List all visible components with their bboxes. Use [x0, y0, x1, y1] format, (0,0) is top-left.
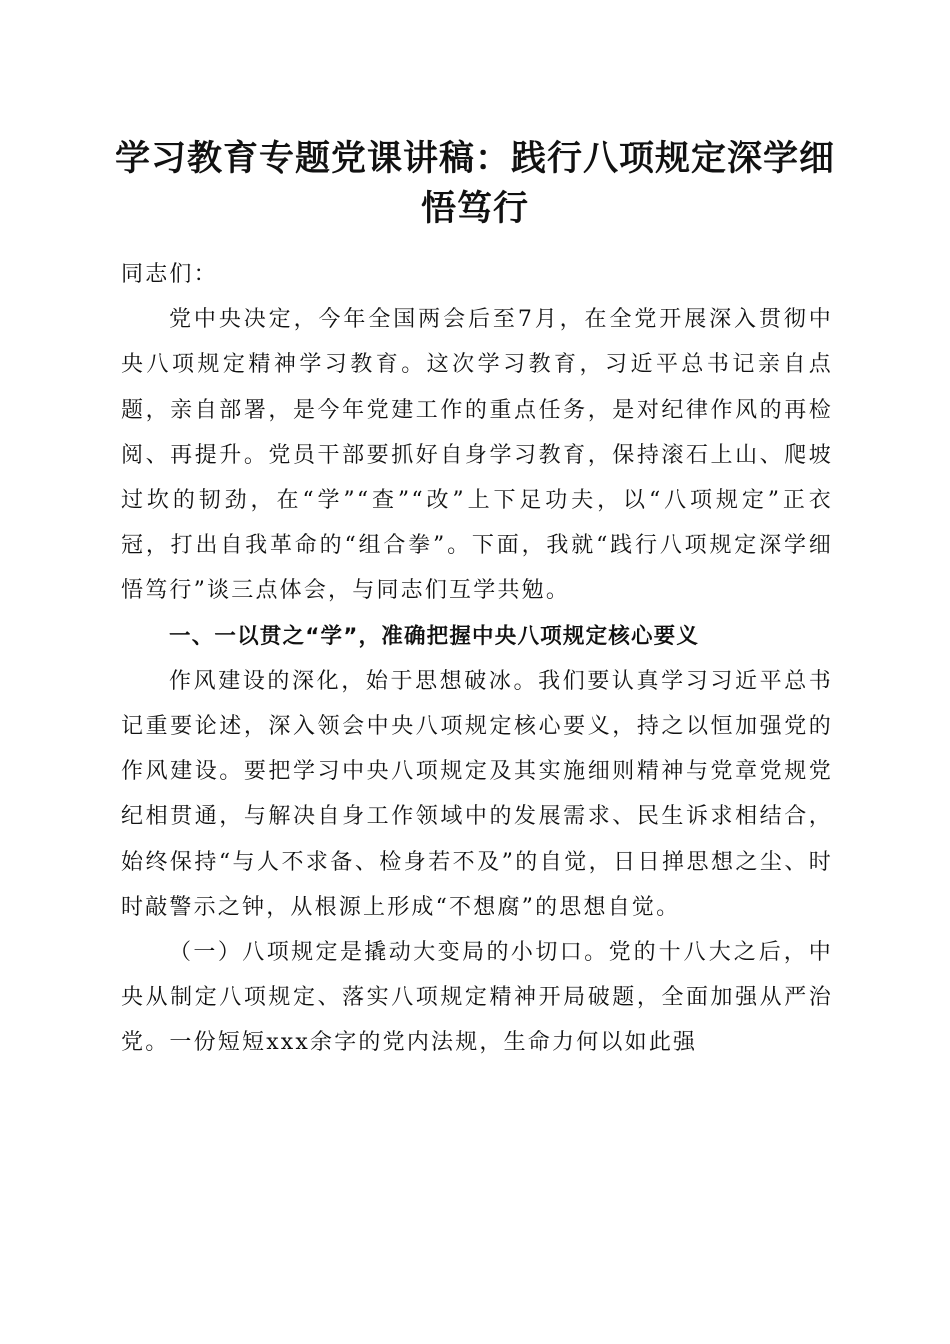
subsection-1-lead: （一）八项规定是撬动大变局的小切口。 — [169, 940, 609, 966]
intro-paragraph: 党中央决定，今年全国两会后至7月，在全党开展深入贯彻中央八项规定精神学习教育。这次学习教育，习近平总书记亲自点题，亲自部署，是今年党建工作的重点任务，是对纪律作风的再检阅、再提升。党员干部要抓好自身学习教育，保持滚石上山、爬坡过坎的韧劲，在“学”“查”“改”上下足功夫，以“八项规定”正衣冠，打出自我革命的“组合拳”。下面，我就“践行八项规定深学细悟笃行”谈三点体会，与同志们互学共勉。 — [121, 307, 833, 604]
document-body — [121, 252, 833, 1066]
subsection-1-paragraph — [121, 930, 833, 1066]
section-1-heading: 一、一以贯之“学”，准确把握中央八项规定核心要义 — [169, 623, 700, 649]
salutation: 同志们： — [121, 262, 218, 287]
section-1-paragraph: 作风建设的深化，始于思想破冰。我们要认真学习习近平总书记重要论述，深入领会中央八项规定核心要义，持之以恒加强党的作风建设。要把学习中央八项规定及其实施细则精神与党章党规党纪相贯通，与解决自身工作领域中的发展需求、民生诉求相结合，始终保持“与人不求备、检身若不及”的自觉，日日掸思想之尘、时时敲警示之钟，从根源上形成“不想腐”的思想自觉。 — [121, 668, 833, 920]
document-title: 学习教育专题党课讲稿：践行八项规定深学细悟笃行 — [114, 138, 835, 229]
subsection-1-body: 党的十八大之后，中央从制定八项规定、落实八项规定精神开局破题，全面加强从严治党。一份短短xxx余字的党内法规，生命力何以如此强 — [121, 940, 833, 1056]
